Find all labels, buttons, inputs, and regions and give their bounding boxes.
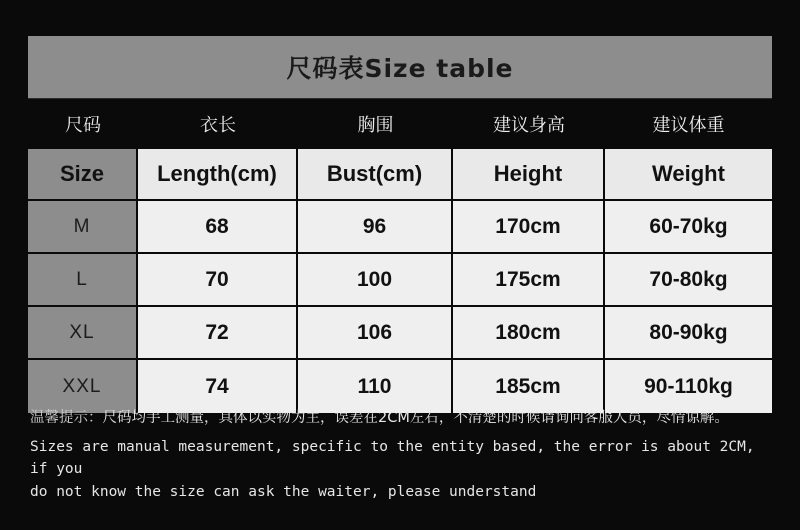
cell-weight: 60-70kg [605, 201, 772, 254]
cell-height: 170cm [453, 201, 605, 254]
header-cn-bust: 胸围 [357, 115, 394, 136]
note-chinese-text: 尺码均手工测量，具体以实物为主，误差在2CM左右，不清楚的时候请询问客服人员，尽情谅解。 [102, 410, 729, 426]
header-cn-length: 衣长 [200, 115, 236, 136]
notes-block [30, 408, 775, 503]
cell-height: 180cm [453, 307, 605, 360]
table-row [28, 360, 772, 413]
cell-length: 72 [138, 307, 298, 360]
table-title-bar [28, 36, 772, 99]
header-cn-weight: 建议体重 [652, 115, 725, 136]
header-en-weight: Weight [605, 149, 772, 201]
table-row [28, 254, 772, 307]
cell-size: XL [28, 307, 138, 360]
cell-length: 70 [138, 254, 298, 307]
cell-bust: 96 [298, 201, 453, 254]
note-english-line1: Sizes are manual measurement, specific to the entity based, the error is about 2CM, if you [30, 438, 755, 478]
cell-weight: 70-80kg [605, 254, 772, 307]
header-en-height: Height [453, 149, 605, 201]
cell-height: 185cm [453, 360, 605, 413]
chinese-header-row [28, 99, 772, 149]
header-en-size: Size [28, 149, 138, 201]
cell-height: 175cm [453, 254, 605, 307]
cell-bust: 110 [298, 360, 453, 413]
note-chinese-label: 温馨提示： [30, 410, 103, 426]
header-en-length: Length(cm) [138, 149, 298, 201]
cell-bust: 100 [298, 254, 453, 307]
english-header-row [28, 149, 772, 201]
header-cn-height: 建议身高 [493, 115, 565, 136]
page-title: 尺码表Size table [286, 54, 514, 83]
cell-weight: 90-110kg [605, 360, 772, 413]
cell-length: 74 [138, 360, 298, 413]
cell-length: 68 [138, 201, 298, 254]
table-row [28, 307, 772, 360]
header-cn-size: 尺码 [65, 115, 101, 136]
table-row [28, 201, 772, 254]
note-english-line2: do not know the size can ask the waiter, please understand [30, 483, 537, 500]
note-chinese [30, 408, 775, 430]
header-en-bust: Bust(cm) [298, 149, 453, 201]
cell-size: M [28, 201, 138, 254]
cell-weight: 80-90kg [605, 307, 772, 360]
cell-size: XXL [28, 360, 138, 413]
cell-size: L [28, 254, 138, 307]
cell-bust: 106 [298, 307, 453, 360]
